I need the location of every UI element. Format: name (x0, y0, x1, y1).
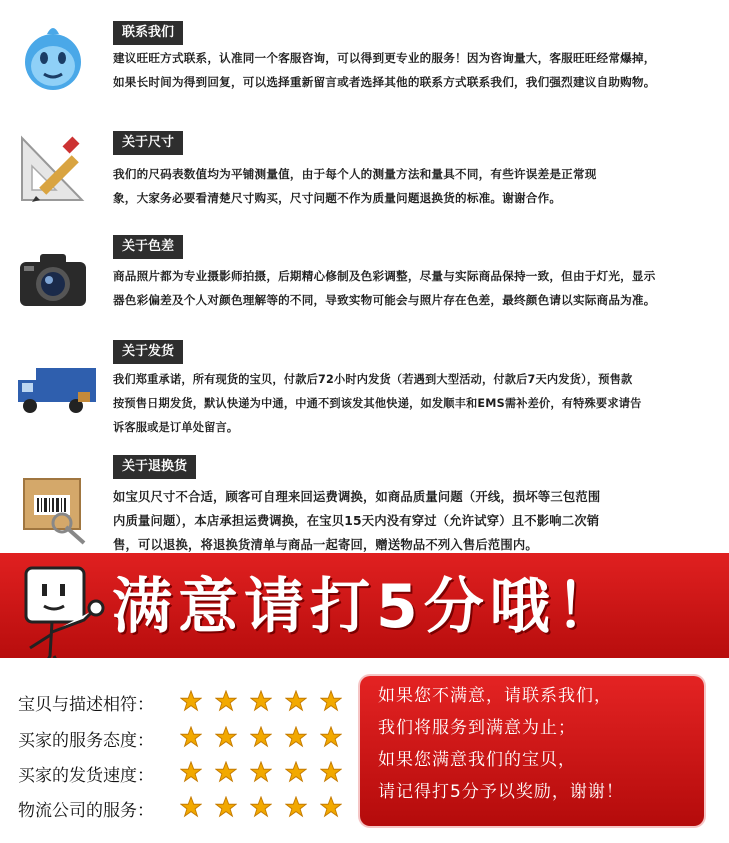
delivery-truck-icon (14, 360, 92, 438)
message-box (360, 676, 704, 826)
rating-banner (0, 553, 729, 658)
rating-label: 买家的发货速度： (18, 766, 154, 786)
star-icon (285, 796, 307, 818)
ruler-pencil-icon (14, 130, 92, 208)
rating-label: 买家的服务态度： (18, 731, 154, 751)
section-text: 如宝贝尺寸不合适，顾客可自理来回运费调换，如商品质量问题（开线，损坏等三包范围 内质量问题），本店承担运费调换，在宝贝15天内没有穿过（允许试穿）且不影响二次销 售，可以退换，将退换货清单与商品一起寄回，赠送物品不列入售后范围内。 (113, 490, 601, 552)
barcode-box-icon (14, 469, 92, 547)
star-icon (215, 761, 237, 783)
star-icon (320, 690, 342, 712)
star-icon (250, 726, 272, 748)
banner-text: 满意请打5分哦！ (112, 572, 622, 642)
star-icon (285, 726, 307, 748)
section-title: 关于尺寸 (113, 131, 183, 155)
section-text: 建议旺旺方式联系，认准同一个客服咨询，可以得到更专业的服务！因为咨询量大，客服旺旺经常爆掉， 如果长时间为得到回复，可以选择重新留言或者选择其他的联系方式联系我们，我们强烈建议自助购物。 (113, 51, 656, 89)
star-icon (250, 690, 272, 712)
star-icon (320, 796, 342, 818)
star-icon (180, 761, 202, 783)
star-icon (180, 690, 202, 712)
star-icon (250, 796, 272, 818)
rating-label: 物流公司的服务： (18, 801, 154, 821)
star-icon (180, 726, 202, 748)
section-contact (0, 0, 729, 110)
star-icon (215, 690, 237, 712)
section-title: 关于退换货 (113, 455, 196, 479)
ratings-panel (0, 658, 729, 843)
section-returns (0, 445, 729, 553)
section-text: 我们的尺码表数值均为平铺测量值，由于每个人的测量方法和量具不同，有些许误差是正常现 象，大家务必要看清楚尺寸购买，尺寸问题不作为质量问题退换货的标准。谢谢合作。 (113, 167, 597, 205)
qq-penguin-icon (14, 20, 92, 98)
star-icon (250, 761, 272, 783)
camera-icon (14, 240, 92, 318)
rating-label: 宝贝与描述相符： (18, 695, 154, 715)
section-shipping (0, 330, 729, 445)
section-size (0, 110, 729, 220)
star-rating (180, 796, 355, 822)
section-color (0, 220, 729, 330)
section-title: 关于色差 (113, 235, 183, 259)
star-rating (180, 761, 355, 787)
section-title: 联系我们 (113, 21, 183, 45)
message-line: 请记得打5分予以奖励，谢谢！ (378, 782, 624, 802)
section-text: 我们郑重承诺，所有现货的宝贝，付款后72小时内发货（若遇到大型活动，付款后7天内发货），预售款 按预售日期发货，默认快递为中通，中通不到该发其他快递，如发顺丰和EMS需补差价，有特殊要求请告 诉客服或是订单处留言。 (113, 373, 642, 434)
star-icon (285, 690, 307, 712)
star-icon (320, 761, 342, 783)
message-line: 如果您不满意，请联系我们， (378, 686, 612, 706)
star-icon (180, 796, 202, 818)
section-text: 商品照片都为专业摄影师拍摄，后期精心修制及色彩调整，尽量与实际商品保持一致，但由于灯光，显示 器色彩偏差及个人对颜色理解等的不同，导致实物可能会与照片存在色差，最终颜色请以实际商品为准。 (113, 269, 656, 307)
message-line: 如果您满意我们的宝贝， (378, 750, 576, 770)
section-title: 关于发货 (113, 340, 183, 364)
star-rating (180, 690, 355, 716)
star-icon (285, 761, 307, 783)
star-icon (215, 726, 237, 748)
star-icon (215, 796, 237, 818)
star-icon (320, 726, 342, 748)
message-line: 我们将服务到满意为止； (378, 718, 576, 738)
star-rating (180, 726, 355, 752)
